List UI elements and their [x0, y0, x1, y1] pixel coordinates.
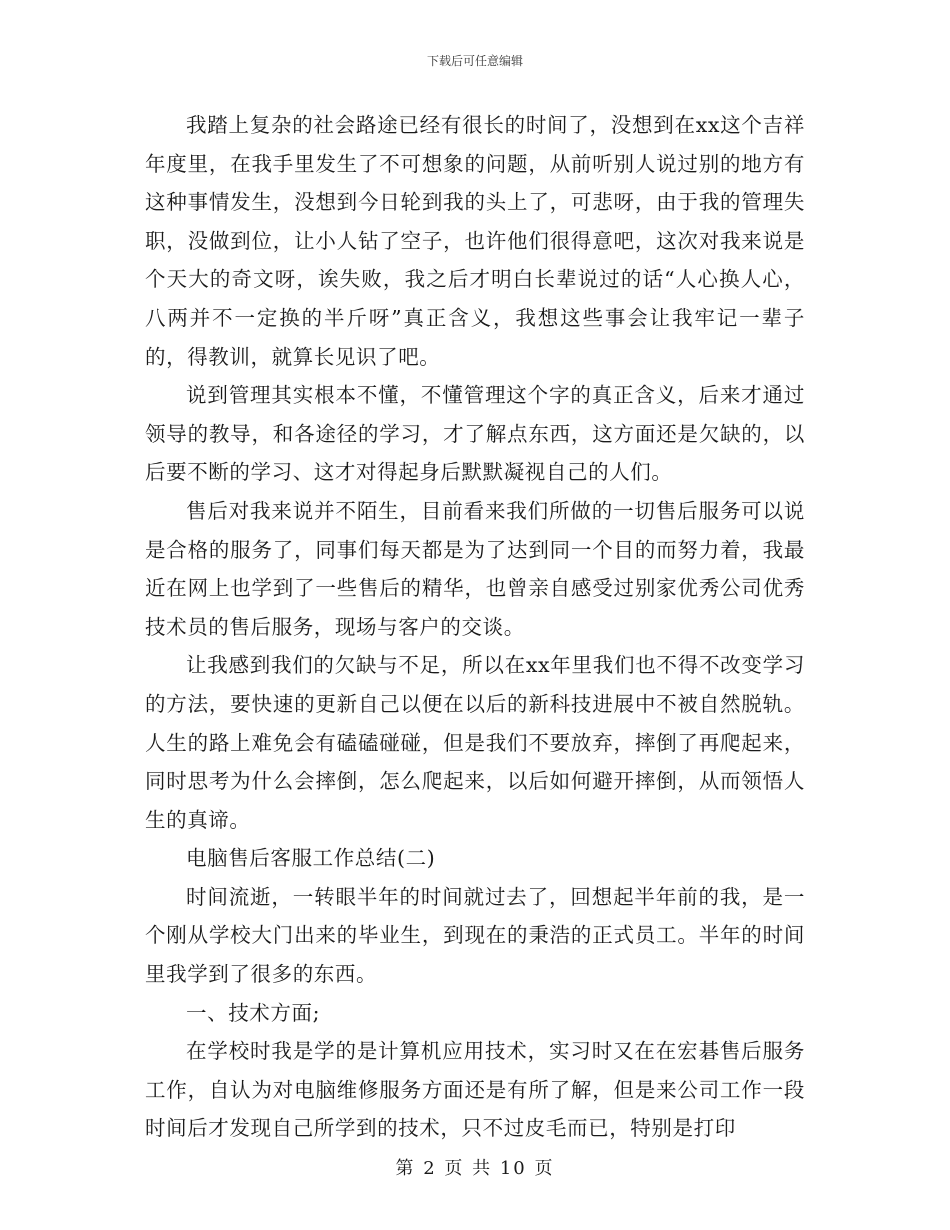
section-heading: 电脑售后客服工作总结(二) [186, 846, 436, 871]
page-header: 下载后可任意编辑 [426, 54, 523, 68]
page-number: 第 2 页 共 10 页 [395, 1158, 555, 1179]
subsection-heading: 一、技术方面; [186, 1000, 321, 1025]
paragraph-2: 说到管理其实根本不懂，不懂管理这个字的真正含义，后来才通过领导的教导，和各途径的学习，才了解点东西，这方面还是欠缺的，以后要不断的学习、这才对得起身后默默凝视自己的人们。 [145, 383, 805, 485]
document-body [145, 106, 805, 1148]
paragraph-1: 我踏上复杂的社会路途已经有很长的时间了，没想到在xx这个吉祥年度里，在我手里发生了不可想象的问题，从前听别人说过别的地方有这种事情发生，没想到今日轮到我的头上了，可悲呀，由于我的管理失职，没做到位，让小人钻了空子，也许他们很得意吧，这次对我来说是个天大的奇文呀，诶失败，我之后才明白长辈说过的话“人心换人心，八两并不一定换的半斤呀”真正含义，我想这些事会让我牢记一辈子的，得教训，就算长见识了吧。 [145, 113, 805, 369]
paragraph-4: 让我感到我们的欠缺与不足，所以在xx年里我们也不得不改变学习的方法，要快速的更新自己以便在以后的新科技进展中不被自然脱轨。人生的路上难免会有磕磕碰碰，但是我们不要放弃，摔倒了再爬起来，同时思考为什么会摔倒，怎么爬起来，以后如何避开摔倒，从而领悟人生的真谛。 [145, 653, 805, 832]
paragraph-3: 售后对我来说并不陌生，目前看来我们所做的一切售后服务可以说是合格的服务了，同事们每天都是为了达到同一个目的而努力着，我最近在网上也学到了一些售后的精华，也曾亲自感受过别家优秀公司优秀技术员的售后服务，现场与客户的交谈。 [145, 498, 805, 639]
paragraph-6: 在学校时我是学的是计算机应用技术，实习时又在在宏碁售后服务工作，自认为对电脑维修服务方面还是有所了解，但是来公司工作一段时间后才发现自己所学到的技术，只不过皮毛而已，特别是打印 [145, 1039, 805, 1141]
paragraph-5: 时间流逝，一转眼半年的时间就过去了，回想起半年前的我，是一个刚从学校大门出来的毕业生，到现在的秉浩的正式员工。半年的时间里我学到了很多的东西。 [145, 884, 805, 987]
